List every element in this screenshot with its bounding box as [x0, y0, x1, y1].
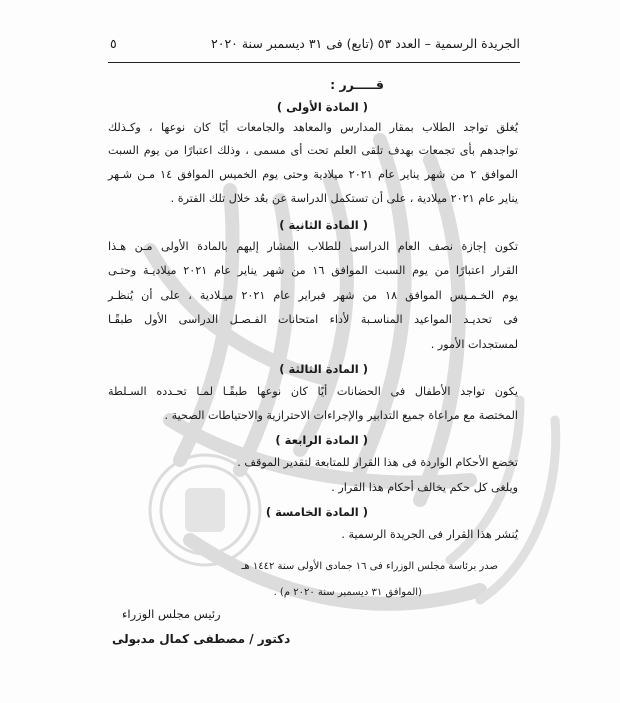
- decision-title: قـــــرر :: [330, 77, 384, 92]
- article-2-line-2: القرار اعتبارًا من يوم السبت الموافق ١٦ من شهر يناير عام ٢٠٢١ ميلاديـة وحتـى: [108, 264, 518, 277]
- article-2-line-3: يوم الخـمـيس الموافق ١٨ من شهر فبراير عام ٢٠٢١ ميـلادية ، على أن يُنظـر: [108, 289, 518, 302]
- article-2-line-4: فى تحديـد المواعيد المناسـبة لأداء امتحانات الفـصـل الدراسى الأول طبقًـا: [108, 313, 518, 326]
- page-header: [110, 36, 520, 56]
- article-1-heading: ( المادة الأولى ): [276, 100, 368, 114]
- article-4-heading: ( المادة الرابعة ): [275, 433, 368, 447]
- article-3-heading: ( المادة الثالثة ): [279, 362, 368, 376]
- article-3-line-2: المختصة مع مراعاة جميع التدابير والإجراءات الاحترازية والاحتياطات الصحية .: [164, 409, 518, 422]
- article-1-line-3: الموافق ٢ من شهر يناير عام ٢٠٢١ ميلادية وحتى يوم الخميس الموافق ١٤ مـن شـهر: [108, 168, 518, 181]
- article-2-heading: ( المادة الثانية ): [279, 218, 368, 232]
- article-1-line-1: يُغلق تواجد الطلاب بمقار المدارس والمعاهد والجامعات أيًا كان نوعها ، وكـذلك: [108, 121, 518, 134]
- article-5-heading: ( المادة الخامسة ): [265, 505, 368, 519]
- gazette-header-title: الجريدة الرسمية – العدد ٥٣ (تابع) فى ٣١ ديسمبر سنة ٢٠٢٠: [211, 36, 520, 51]
- article-1-line-2: تواجدهم بأى تجمعات بهدف تلقى العلم تحت أى مسمى ، وذلك اعتبارًا من يوم السبت: [108, 144, 518, 157]
- page-number: ٥: [110, 36, 117, 51]
- issued-date: صدر برئاسة مجلس الوزراء فى ١٦ جمادى الأولى سنة ١٤٤٢ هـ: [241, 561, 498, 572]
- header-divider: [108, 62, 520, 63]
- signature-name: دكتور / مصطفى كمال مدبولى: [112, 632, 291, 646]
- article-4-line-2: ويلغى كل حكم يخالف أحكام هذا القرار .: [331, 481, 518, 494]
- article-2-line-1: تكون إجازة نصف العام الدراسى للطلاب المشار إليهم بالمادة الأولى مـن هـذا: [108, 240, 518, 253]
- article-2-line-5: لمستجدات الأمور .: [430, 338, 518, 351]
- article-1-line-4: يناير عام ٢٠٢١ ميلادية ، على أن تستكمل الدراسة عن بعُد خلال تلك الفترة .: [170, 192, 518, 205]
- article-5-line-1: يُنشر هذا القرار فى الجريدة الرسمية .: [341, 528, 518, 541]
- article-3-line-1: يكون تواجد الأطفال فى الحضانات أيًا كان نوعها طبقًـا لمـا تحـدده السـلطة: [108, 385, 518, 398]
- signature-role: رئيس مجلس الوزراء: [122, 607, 221, 621]
- article-4-line-1: تخضع الأحكام الواردة فى هذا القرار للمتابعة لتقدير الموقف .: [237, 456, 518, 469]
- issued-date-equivalent: (الموافق ٣١ ديسمبر سنة ٢٠٢٠ م) .: [273, 587, 422, 598]
